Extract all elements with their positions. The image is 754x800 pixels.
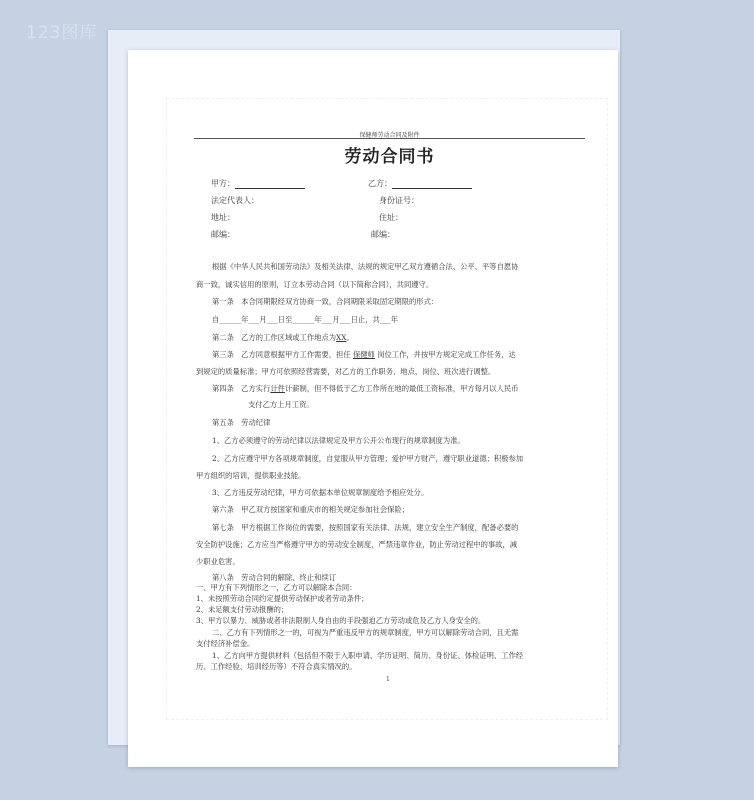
article-8-b-item-1-cont: 历、工作经验、培训经历等）不符合真实情况的。 <box>196 662 357 671</box>
article-8-section-b: 二、乙方有下列情形之一的，可视为严重违反甲方的规章制度，甲方可以解除劳动合同，且无需 <box>212 628 519 637</box>
article-4-line-2: 支付乙方上月工资。 <box>248 400 314 409</box>
intro-line-2: 商一致，诚实信用的原则，订立本劳动合同（以下简称合同），共同遵守。 <box>196 280 434 289</box>
article-1: 第一条 本合同期限经双方协商一致，合同期限采取固定期限的形式： <box>212 297 439 306</box>
residence-label: 住址： <box>379 213 403 222</box>
article-3-text: 第三条 乙方同意根据甲方工作需要，担任 <box>212 350 351 359</box>
article-3-line-2: 到规定的质量标准；甲方可依照经营需要，对乙方的工作职务、地点、岗位、班次进行调整。 <box>196 367 496 376</box>
article-4-text: 第四条 乙方实行 <box>212 384 271 393</box>
article-2-end: 。 <box>346 333 354 342</box>
article-4 <box>212 384 518 394</box>
article-3 <box>212 350 516 360</box>
article-3-text-cont: 岗位工作，并按甲方规定完成工作任务，达 <box>377 350 516 359</box>
party-a-field <box>211 178 305 189</box>
article-8-section-a: 一、甲方有下列情形之一，乙方可以解除本合同： <box>196 583 357 592</box>
id-number-label: 身份证号： <box>379 196 419 205</box>
party-b-label: 乙方： <box>368 179 392 188</box>
article-6: 第六条 甲乙双方按国家和重庆市的相关规定参加社会保险； <box>212 505 410 514</box>
article-8-heading: 第八条 劳动合同的解除、终止和续订 <box>212 573 337 582</box>
article-7-line-2: 安全防护设施；乙方应当严格遵守甲方的劳动安全制度，严禁违章作业，防止劳动过程中的事故，减 <box>196 540 518 549</box>
watermark-text: 123图库 <box>26 23 98 43</box>
pay-method-value: 计件 <box>270 384 285 393</box>
party-b-field <box>368 178 472 189</box>
header-divider <box>194 138 585 139</box>
postcode-a-label: 邮编： <box>211 230 235 239</box>
article-1-period: 自______年___月___日至______年___月___日止，共___年 <box>212 315 399 324</box>
party-b-blank <box>392 180 472 189</box>
article-4-text-cont: 计薪制，但不得低于乙方工作所在地的最低工资标准，甲方每月以人民币 <box>284 384 519 393</box>
position-value: 保健师 <box>352 350 375 359</box>
article-8-b-item-1: 1、乙方向甲方提供材料（包括但不限于入职申请、学历证明、简历、身份证、体检证明、工作经 <box>212 651 524 660</box>
article-5-item-2-cont: 甲方组织的培训，提供职业技能。 <box>196 471 306 480</box>
article-8-a-item-3: 3、甲方以暴力、威胁或者非法限制人身自由的手段强迫乙方劳动或危及乙方人身安全的。 <box>196 616 486 625</box>
article-2-text: 第二条 乙方的工作区域或工作地点为 <box>212 333 337 342</box>
article-5-item-3: 3、乙方违反劳动纪律，甲方可依据本单位规章制度给予相应处分。 <box>212 488 429 497</box>
page-number: 1 <box>386 676 390 683</box>
article-5-heading: 第五条 劳动纪律 <box>212 418 271 427</box>
article-5-item-2: 2、乙方应遵守甲方各项规章制度，自觉服从甲方管理；爱护甲方财产，遵守职业道德；积极参加 <box>212 454 524 463</box>
article-7: 第七条 甲方根据工作岗位的需要，按照国家有关法律、法规，建立安全生产制度，配备必要的 <box>212 523 519 532</box>
running-header: 保健师劳动合同及附件 <box>359 132 420 139</box>
postcode-b-label: 邮编： <box>371 230 395 239</box>
party-a-blank <box>235 180 305 189</box>
article-5-item-1: 1、乙方必须遵守的劳动纪律以法律规定及甲方公开公布现行的规章制度为准。 <box>212 436 465 445</box>
article-8-a-item-1: 1、未按照劳动合同约定提供劳动保护或者劳动条件； <box>196 594 369 603</box>
intro-line-1: 根据《中华人民共和国劳动法》及相关法律、法规的规定甲乙双方遵循合法、公平、平等自愿协 <box>212 262 519 271</box>
document-page <box>166 98 608 720</box>
party-a-label: 甲方： <box>211 179 235 188</box>
article-8-section-b-cont: 支付经济补偿金。 <box>196 639 255 648</box>
document-title: 劳动合同书 <box>344 147 435 167</box>
legal-rep-label: 法定代表人： <box>211 196 259 205</box>
article-2 <box>212 333 354 343</box>
article-8-a-item-2: 2、未足额支付劳动报酬的； <box>196 605 289 614</box>
work-location-value: XX <box>336 333 347 342</box>
address-label: 地址： <box>211 213 235 222</box>
article-7-line-3: 少职业危害。 <box>196 557 240 566</box>
